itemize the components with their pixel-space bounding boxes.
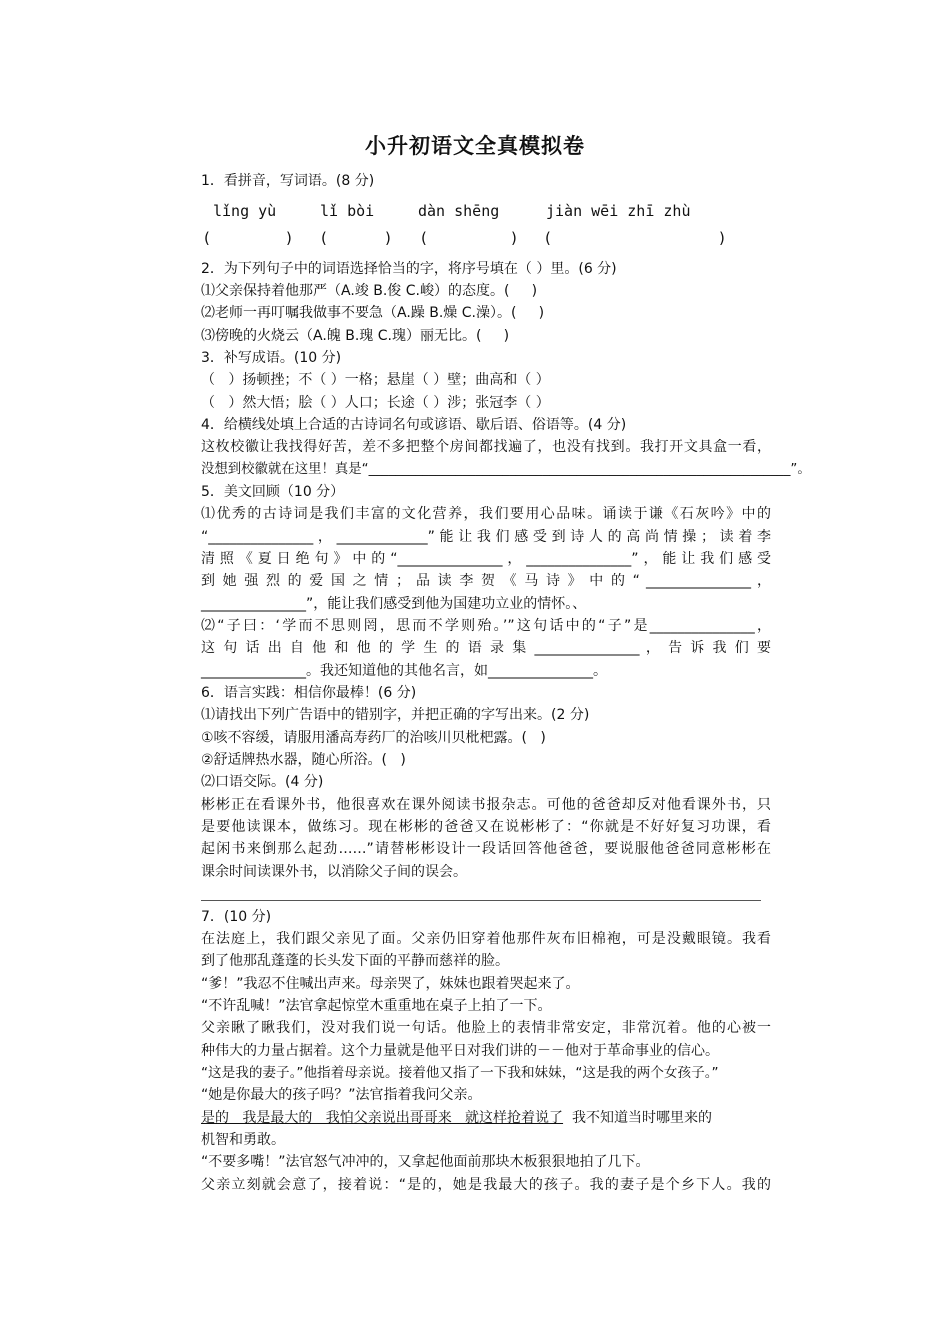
q7-line-11: “不要多嘴！”法官怒气冲冲的，又拿起他面前那块木板狠狠地拍了几下。 [201,1154,650,1170]
answer-paren-open-2: ( [321,229,327,247]
q7-line-12: 父亲立刻就会意了，接着说：“是的，她是我最大的孩子。我的妻子是个乡下人。我的 [201,1177,771,1193]
pinyin-1: lǐng yù [213,202,277,220]
q2-heading: 2．为下列句子中的词语选择恰当的字，将序号填在（ ）里。(6 分) [201,261,617,277]
q2-item-1: ⑴父亲保持着他那严（A.竣 B.俊 C.峻）的态度。( ) [201,283,538,299]
answer-paren-open-4: ( [545,229,551,247]
q7-line-2: 到了他那乱蓬蓬的长头发下面的平静而慈祥的脸。 [201,953,509,969]
q5-line-8: _______________。我还知道他的其他名言，如_______________。 [201,663,607,679]
answer-paren-close-1: ) [286,229,292,247]
q7-line-9-rest: 我不知道当时哪里来的 [563,1110,712,1126]
answer-paren-close-4: ) [719,229,725,247]
answer-paren-open-1: ( [204,229,210,247]
q7-line-9 [201,1108,771,1128]
q6-line-2: ①咳不容缓，请服用潘高寿药厂的治咳川贝枇杷露。( ) [201,730,546,746]
q5-line-6: ⑵“子曰：‘学而不思则罔，思而不学则殆。’”这句话中的“子”是_______________， [201,618,771,634]
q5-line-7: 这 句 话 出 自 他 和 他 的 学 生 的 语 录 集 _______________ ， 告 诉 我 们 要 [201,640,771,656]
q7-line-1: 在法庭上，我们跟父亲见了面。父亲仍旧穿着他那件灰布旧棉袍，可是没戴眼镜。我看 [201,931,771,947]
q4-heading: 4．给横线处填上合适的古诗词名句或谚语、歇后语、俗语等。(4 分) [201,417,627,433]
q5-line-4: 到 她 强 烈 的 爱 国 之 情 ； 品 读 李 贺 《 马 诗 》 中 的 “ _______________ ， [201,573,771,589]
q7-line-8: “她是你最大的孩子吗？”法官指着我问父亲。 [201,1087,482,1103]
q2-item-3: ⑶傍晚的火烧云（A.魄 B.瑰 C.瑰）丽无比。( ) [201,328,510,344]
q5-line-3: 清照《夏日绝句》中的“_______________，_______________”，能让我们感受 [201,551,771,567]
page-title: 小升初语文全真模拟卷 [365,134,585,158]
answer-line [201,900,761,901]
q4-line-2: 没想到校徽就在这里！真是“_______________________________________________________________”。 [201,462,811,477]
q7-heading: 7．(10 分) [201,909,272,925]
underlined-sentence: 是的 我是最大的 我怕父亲说出哥哥来 就这样抢着说了 [201,1110,564,1126]
q6-line-8: 课余时间读课外书，以消除父子间的误会。 [201,864,467,880]
q6-line-3: ②舒适牌热水器，随心所浴。( ) [201,752,406,768]
q7-line-10: 机智和勇敢。 [201,1132,285,1148]
q5-heading: 5．美文回顾（10 分） [201,484,345,500]
q5-line-1: ⑴优秀的古诗词是我们丰富的文化营养，我们要用心品味。诵读于谦《石灰吟》中的 [201,506,771,522]
q1-heading: 1．看拼音，写词语。(8 分) [201,173,375,189]
q6-line-4: ⑵口语交际。(4 分) [201,774,324,790]
q4-line-1: 这枚校徽让我找得好苦，差不多把整个房间都找遍了，也没有找到。我打开文具盒一看， [201,439,771,455]
q3-line-1: （ ）扬顿挫；不（ ）一格；悬崖（ ）壁；曲高和（ ） [201,372,550,388]
q6-line-1: ⑴请找出下列广告语中的错别字，并把正确的字写出来。(2 分) [201,707,590,723]
q7-line-3: “爹！”我忍不住喊出声来。母亲哭了，妹妹也跟着哭起来了。 [201,976,580,992]
answer-paren-open-3: ( [421,229,427,247]
answer-paren-close-2: ) [385,229,391,247]
q6-line-6: 是要他读课本，做练习。现在彬彬的爸爸又在说彬彬了：“你就是不好好复习功课，看 [201,819,771,835]
q7-line-4: “不许乱喊！”法官拿起惊堂木重重地在桌子上拍了一下。 [201,998,552,1014]
q6-line-5: 彬彬正在看课外书，他很喜欢在课外阅读书报杂志。可他的爸爸却反对他看课外书，只 [201,797,771,813]
pinyin-4: jiàn wēi zhī zhù [546,202,691,220]
answer-paren-close-3: ) [511,229,517,247]
q7-line-5: 父亲瞅了瞅我们，没对我们说一句话。他脸上的表情非常安定，非常沉着。他的心被一 [201,1020,771,1036]
q5-line-2: “_______________，_____________”能让我们感受到诗人的高尚情操；读着李 [201,529,771,545]
q5-line-5: _______________”，能让我们感受到他为国建功立业的情怀。、 [201,596,587,612]
q3-heading: 3．补写成语。(10 分) [201,350,342,366]
pinyin-2: lǐ bòi [320,202,375,220]
q6-heading: 6．语言实践：相信你最棒！(6 分) [201,685,417,701]
q3-line-2: （ ）然大悟；脍（ ）人口；长途（ ）涉；张冠李（ ） [201,395,550,411]
q6-line-7: 起闲书来倒那么起劲……”请替彬彬设计一段话回答他爸爸，要说服他爸爸同意彬彬在 [201,841,771,857]
pinyin-3: dàn shēng [418,202,500,220]
q2-item-2: ⑵老师一再叮嘱我做事不要急（A.躁 B.燥 C.澡）。( ) [201,305,545,321]
q7-line-7: “这是我的妻子。”他指着母亲说。接着他又指了一下我和妹妹，“这是我的两个女孩子。” [201,1065,719,1081]
q7-line-6: 种伟大的力量占据着。这个力量就是他平日对我们讲的－－他对于革命事业的信心。 [201,1043,719,1059]
